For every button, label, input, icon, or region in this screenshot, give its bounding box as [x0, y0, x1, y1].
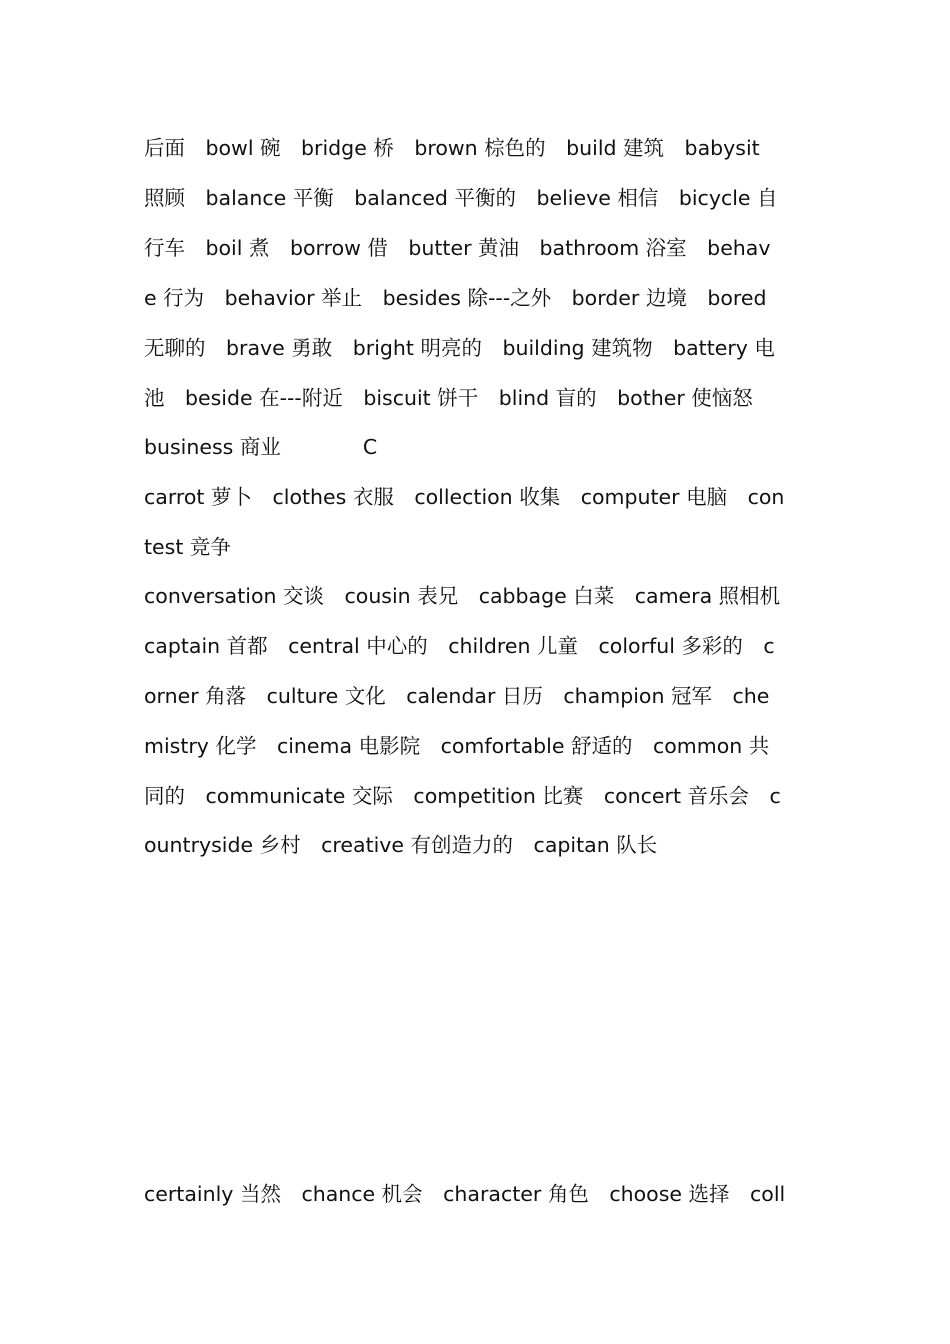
text-line: captain 首都 central 中心的 children 儿童 colorful 多彩的 c	[144, 634, 775, 658]
text-line: conversation 交谈 cousin 表兄 cabbage 白菜 camera 照相机	[144, 584, 781, 608]
text-line: 无聊的 brave 勇敢 bright 明亮的 building 建筑物 battery 电	[144, 336, 775, 360]
text-line: 照顾 balance 平衡 balanced 平衡的 believe 相信 bicycle 自	[144, 186, 778, 210]
text-line: 同的 communicate 交际 competition 比赛 concert 音乐会 c	[144, 784, 781, 808]
text-line: 行车 boil 煮 borrow 借 butter 黄油 bathroom 浴室 behav	[144, 236, 771, 260]
text-line: 后面 bowl 碗 bridge 桥 brown 棕色的 build 建筑 babysit	[144, 136, 760, 160]
text-line: mistry 化学 cinema 电影院 comfortable 舒适的 common 共	[144, 734, 770, 758]
text-line: 池 beside 在---附近 biscuit 饼干 blind 盲的 bother 使恼怒	[144, 386, 753, 410]
text-line: ountryside 乡村 creative 有创造力的 capitan 队长	[144, 833, 658, 857]
text-line: orner 角落 culture 文化 calendar 日历 champion 冠军 che	[144, 684, 770, 708]
text-line: test 竞争	[144, 535, 231, 559]
text-line: business 商业 C	[144, 435, 378, 459]
text-line: certainly 当然 chance 机会 character 角色 choose 选择 coll	[144, 1182, 786, 1206]
text-line: carrot 萝卜 clothes 衣服 collection 收集 computer 电脑 con	[144, 485, 785, 509]
text-line: e 行为 behavior 举止 besides 除---之外 border 边境 bored	[144, 286, 767, 310]
